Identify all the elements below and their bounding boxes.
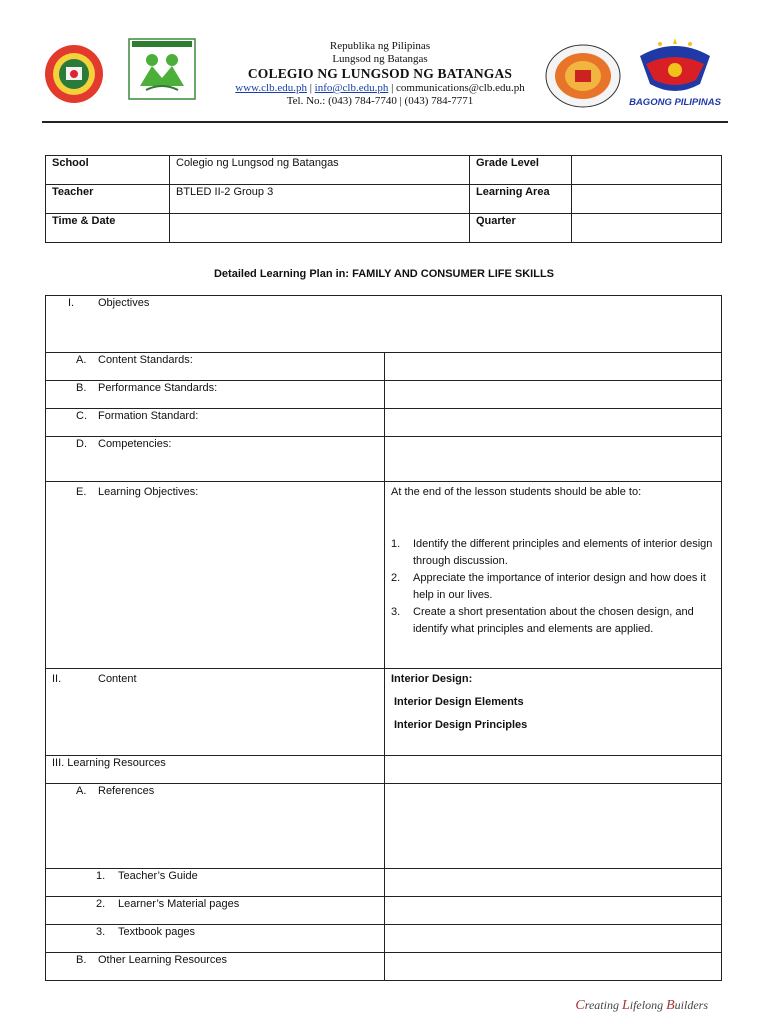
letterhead: [0, 0, 768, 125]
textbook-cell: [46, 925, 385, 953]
item-num: B.: [76, 382, 87, 394]
objectives-num: I.: [68, 297, 75, 309]
formation-standard-label: Formation Standard:: [98, 410, 199, 422]
references-label: References: [98, 785, 155, 797]
tagline-part: uilders: [674, 998, 708, 1012]
label-time-date: Time & Date: [46, 214, 170, 243]
teachers-guide-cell: [46, 869, 385, 897]
tagline-part: reating: [584, 998, 622, 1012]
value-quarter: [572, 214, 722, 243]
phone-line: Tel. No.: (043) 784-7740 | (043) 784-7771: [286, 95, 474, 107]
table-row: [46, 925, 722, 953]
formation-standard-value: [385, 409, 722, 437]
learners-material-value: [385, 897, 722, 925]
plan-title: Detailed Learning Plan in: FAMILY AND CONSUMER LIFE SKILLS: [213, 268, 555, 280]
footer-tagline: [575, 998, 708, 1014]
performance-standards-label: Performance Standards:: [98, 382, 218, 394]
learners-material-cell: [46, 897, 385, 925]
item-num: A.: [76, 785, 87, 797]
batangas-city-seal-logo: [44, 44, 104, 104]
item-num: 2.: [96, 898, 106, 910]
table-row: [46, 669, 722, 756]
college-name: COLEGIO NG LUNGSOD NG BATANGAS: [247, 66, 513, 81]
item-num: 1.: [391, 538, 401, 550]
other-resources-cell: [46, 953, 385, 981]
competencies-cell: [46, 437, 385, 482]
formation-standard-cell: [46, 409, 385, 437]
learners-material-label: Learner’s Material pages: [118, 898, 240, 910]
other-resources-value: [385, 953, 722, 981]
item-num: 2.: [391, 572, 401, 584]
performance-standards-value: [385, 381, 722, 409]
value-learning-area: [572, 185, 722, 214]
textbook-value: [385, 925, 722, 953]
references-cell: [46, 784, 385, 869]
learning-resources-label: III. Learning Resources: [46, 756, 385, 784]
content-heading: Interior Design:: [391, 673, 473, 685]
table-row: [46, 214, 722, 243]
table-row: [46, 156, 722, 185]
email-link-info[interactable]: info@clb.edu.ph: [314, 82, 389, 94]
content-value: [385, 669, 722, 756]
label-learning-area: Learning Area: [470, 185, 572, 214]
item-num: 1.: [96, 870, 106, 882]
objectives-cell: [46, 296, 722, 353]
table-row: [46, 482, 722, 669]
table-row: [46, 381, 722, 409]
item-num: B.: [76, 954, 87, 966]
college-seal-logo: [545, 44, 621, 108]
value-grade-level: [572, 156, 722, 185]
item-num: C.: [76, 410, 87, 422]
content-elements: Interior Design Elements: [394, 696, 524, 708]
content-standards-value: [385, 353, 722, 381]
value-school: Colegio ng Lungsod ng Batangas: [170, 156, 470, 185]
tagline-part: ifelong: [629, 998, 667, 1012]
label-school: School: [46, 156, 170, 185]
table-row: [46, 784, 722, 869]
value-time-date: [170, 214, 470, 243]
city-line: Lungsod ng Batangas: [332, 53, 428, 65]
teachers-guide-value: [385, 869, 722, 897]
item-num: A.: [76, 354, 87, 366]
content-label: Content: [98, 673, 137, 685]
tagline-cap: B: [666, 998, 675, 1013]
objectives-intro: At the end of the lesson students should be able to:: [391, 486, 642, 498]
table-row: [46, 953, 722, 981]
content-cell: [46, 669, 385, 756]
item-text: Create a short presentation about the chosen design, and identify what principles and elements are applied.: [413, 606, 694, 635]
learning-resources-value: [385, 756, 722, 784]
republic-line: Republika ng Pilipinas: [329, 40, 431, 52]
tagline-cap: L: [621, 998, 630, 1013]
objectives-label: Objectives: [98, 297, 150, 309]
references-value: [385, 784, 722, 869]
content-standards-cell: [46, 353, 385, 381]
separator: |: [391, 82, 394, 94]
plan-table: [45, 295, 722, 981]
textbook-label: Textbook pages: [118, 926, 196, 938]
header-divider: [42, 121, 728, 123]
bayanihan-logo: [128, 38, 196, 100]
table-row: [46, 296, 722, 353]
list-item: [391, 604, 715, 638]
table-row: [46, 409, 722, 437]
label-teacher: Teacher: [46, 185, 170, 214]
learning-objectives-label: Learning Objectives:: [98, 486, 199, 498]
table-row: [46, 185, 722, 214]
competencies-value: [385, 437, 722, 482]
letterhead-text: [200, 40, 560, 108]
learning-objectives-cell: [46, 482, 385, 669]
item-num: 3.: [96, 926, 106, 938]
list-item: [391, 570, 715, 604]
performance-standards-cell: [46, 381, 385, 409]
content-num: II.: [52, 673, 62, 685]
content-standards-label: Content Standards:: [98, 354, 193, 366]
competencies-label: Competencies:: [98, 438, 172, 450]
label-quarter: Quarter: [470, 214, 572, 243]
separator: |: [309, 82, 312, 94]
list-item: [391, 536, 715, 570]
table-row: [46, 897, 722, 925]
item-num: E.: [76, 486, 87, 498]
value-teacher: BTLED II-2 Group 3: [170, 185, 470, 214]
label-grade-level: Grade Level: [470, 156, 572, 185]
bagong-pilipinas-label: BAGONG PILIPINAS: [629, 97, 721, 108]
teachers-guide-label: Teacher’s Guide: [118, 870, 198, 882]
table-row: [46, 353, 722, 381]
item-num: 3.: [391, 606, 401, 618]
email-communications: communications@clb.edu.ph: [396, 82, 525, 94]
table-row: [46, 756, 722, 784]
other-resources-label: Other Learning Resources: [98, 954, 228, 966]
learning-objectives-value: [385, 482, 722, 669]
contact-line: [200, 82, 560, 95]
table-row: [46, 437, 722, 482]
item-num: D.: [76, 438, 87, 450]
content-principles: Interior Design Principles: [394, 719, 528, 731]
info-table: [45, 155, 722, 243]
objectives-list: [391, 536, 715, 638]
tagline-cap: C: [575, 998, 585, 1013]
item-text: Appreciate the importance of interior design and how does it help in our lives.: [413, 572, 706, 601]
website-link[interactable]: www.clb.edu.ph: [235, 82, 307, 94]
item-text: Identify the different principles and elements of interior design through discussion.: [413, 538, 713, 567]
table-row: [46, 869, 722, 897]
